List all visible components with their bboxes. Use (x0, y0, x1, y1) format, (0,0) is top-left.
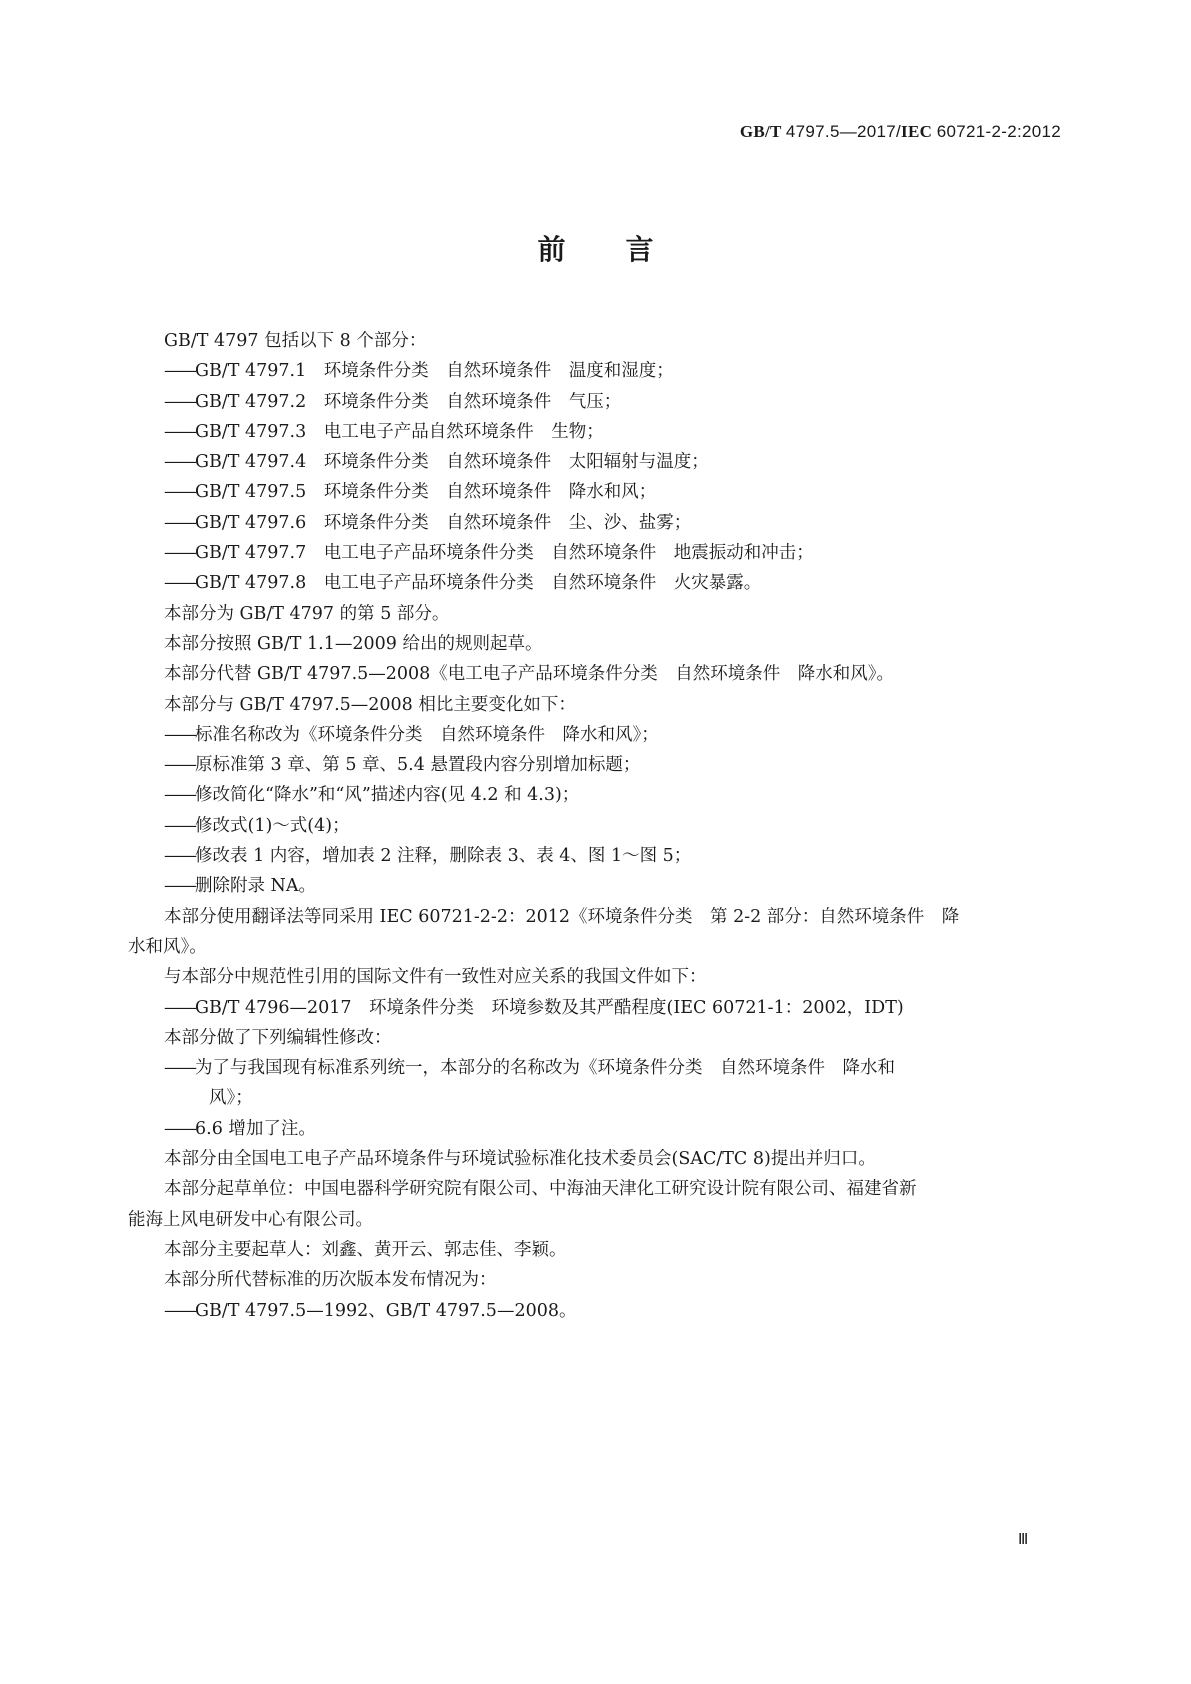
paragraph-text: 删除附录 NA。 (195, 876, 317, 897)
paragraph-line (128, 1083, 1063, 1113)
paragraph-text: 本部分做了下列编辑性修改： (164, 1027, 392, 1048)
header-std-prefix: GB/T (739, 122, 782, 141)
paragraph-text: 本部分按照 GB/T 1.1—2009 给出的规则起草。 (164, 633, 543, 654)
dash-marker: —— (164, 482, 195, 503)
paragraph-text: GB/T 4797.4 环境条件分类 自然环境条件 太阳辐射与温度； (195, 452, 709, 473)
paragraph-text: GB/T 4797.2 环境条件分类 自然环境条件 气压； (195, 391, 622, 412)
paragraph-text: 为了与我国现有标准系列统一，本部分的名称改为《环境条件分类 自然环境条件 降水和 (195, 1058, 895, 1079)
list-item (128, 568, 1063, 598)
paragraph-text: GB/T 4797.8 电工电子产品环境条件分类 自然环境条件 火灾暴露。 (195, 573, 762, 594)
paragraph-text: 水和风》。 (128, 936, 207, 957)
dash-marker: —— (164, 846, 195, 867)
paragraph-line (128, 932, 1063, 962)
paragraph-line (128, 1023, 1063, 1053)
header-iec-prefix: IEC (901, 122, 933, 141)
dash-marker: —— (164, 512, 195, 533)
list-item (128, 447, 1063, 477)
paragraph-text: 修改表 1 内容，增加表 2 注释，删除表 3、表 4、图 1～图 5； (195, 846, 692, 867)
paragraph-line (128, 599, 1063, 629)
paragraph-text: 本部分主要起草人：刘鑫、黄开云、郭志佳、李颖。 (164, 1239, 567, 1260)
dash-marker: —— (164, 1118, 195, 1139)
foreword-body (128, 326, 1063, 1326)
dash-marker: —— (164, 755, 195, 776)
paragraph-text: GB/T 4797.1 环境条件分类 自然环境条件 温度和湿度； (195, 361, 674, 382)
paragraph-line (128, 962, 1063, 992)
paragraph-line (128, 659, 1063, 689)
paragraph-text: 本部分使用翻译法等同采用 IEC 60721-2-2：2012《环境条件分类 第 2-2 部分：自然环境条件 降 (164, 906, 960, 927)
dash-marker: —— (164, 724, 195, 745)
dash-marker: —— (164, 876, 195, 897)
paragraph-line (128, 1144, 1063, 1174)
list-item (128, 508, 1063, 538)
page-number: Ⅲ (1018, 1532, 1028, 1548)
paragraph-text: 风》； (209, 1088, 253, 1109)
paragraph-text: 本部分与 GB/T 4797.5—2008 相比主要变化如下： (164, 694, 576, 715)
paragraph-text: 本部分为 GB/T 4797 的第 5 部分。 (164, 603, 450, 624)
paragraph-line (128, 1235, 1063, 1265)
paragraph-line (128, 1265, 1063, 1295)
dash-marker: —— (164, 543, 195, 564)
paragraph-text: 本部分所代替标准的历次版本发布情况为： (164, 1270, 497, 1291)
list-item (128, 417, 1063, 447)
paragraph-text: 6.6 增加了注。 (195, 1118, 316, 1139)
dash-marker: —— (164, 361, 195, 382)
header-iec-number: 60721-2-2:2012 (936, 122, 1061, 141)
paragraph-text: GB/T 4797.5—1992、GB/T 4797.5—2008。 (195, 1300, 577, 1321)
list-item (128, 1053, 1063, 1083)
list-item (128, 871, 1063, 901)
paragraph-text: GB/T 4797.7 电工电子产品环境条件分类 自然环境条件 地震振动和冲击； (195, 543, 814, 564)
list-item (128, 387, 1063, 417)
paragraph-text: 本部分起草单位：中国电器科学研究院有限公司、中海油天津化工研究设计院有限公司、福建省新 (164, 1179, 917, 1200)
dash-marker: —— (164, 421, 195, 442)
list-item (128, 750, 1063, 780)
page-header-standard-number (740, 122, 1061, 142)
list-item (128, 356, 1063, 386)
list-item (128, 993, 1063, 1023)
paragraph-text: GB/T 4796—2017 环境条件分类 环境参数及其严酷程度(IEC 60721-1：2002，IDT) (195, 997, 904, 1018)
page-title: 前言 (537, 233, 714, 266)
paragraph-text: 原标准第 3 章、第 5 章、5.4 悬置段内容分别增加标题； (195, 755, 641, 776)
paragraph-text: 本部分由全国电工电子产品环境条件与环境试验标准化技术委员会(SAC/TC 8)提出并归口。 (164, 1149, 876, 1170)
list-item (128, 811, 1063, 841)
list-item (128, 780, 1063, 810)
list-item (128, 1296, 1063, 1326)
paragraph-text: GB/T 4797.6 环境条件分类 自然环境条件 尘、沙、盐雾； (195, 512, 692, 533)
dash-marker: —— (164, 452, 195, 473)
dash-marker: —— (164, 573, 195, 594)
paragraph-text: GB/T 4797.5 环境条件分类 自然环境条件 降水和风； (195, 482, 657, 503)
paragraph-text: 本部分代替 GB/T 4797.5—2008《电工电子产品环境条件分类 自然环境条件 降水和风》。 (164, 664, 895, 685)
dash-marker: —— (164, 815, 195, 836)
list-item (128, 1114, 1063, 1144)
dash-marker: —— (164, 1300, 195, 1321)
paragraph-text: 修改简化“降水”和“风”描述内容(见 4.2 和 4.3)； (195, 785, 580, 806)
paragraph-text: 标准名称改为《环境条件分类 自然环境条件 降水和风》； (195, 724, 659, 745)
paragraph-text: GB/T 4797.3 电工电子产品自然环境条件 生物； (195, 421, 604, 442)
paragraph-line (128, 629, 1063, 659)
paragraph-line (128, 902, 1063, 932)
paragraph-line (128, 1174, 1063, 1204)
paragraph-text: GB/T 4797 包括以下 8 个部分： (164, 331, 427, 351)
paragraph-line (128, 326, 1063, 356)
paragraph-text: 与本部分中规范性引用的国际文件有一致性对应关系的我国文件如下： (164, 967, 707, 988)
list-item (128, 841, 1063, 871)
list-item (128, 538, 1063, 568)
paragraph-line (128, 1205, 1063, 1235)
dash-marker: —— (164, 391, 195, 412)
paragraph-text: 修改式(1)～式(4)； (195, 815, 350, 836)
list-item (128, 720, 1063, 750)
dash-marker: —— (164, 785, 195, 806)
header-std-number: 4797.5—2017/ (785, 122, 902, 141)
list-item (128, 477, 1063, 507)
paragraph-line (128, 690, 1063, 720)
dash-marker: —— (164, 997, 195, 1018)
paragraph-text: 能海上风电研发中心有限公司。 (128, 1209, 373, 1230)
dash-marker: —— (164, 1058, 195, 1079)
